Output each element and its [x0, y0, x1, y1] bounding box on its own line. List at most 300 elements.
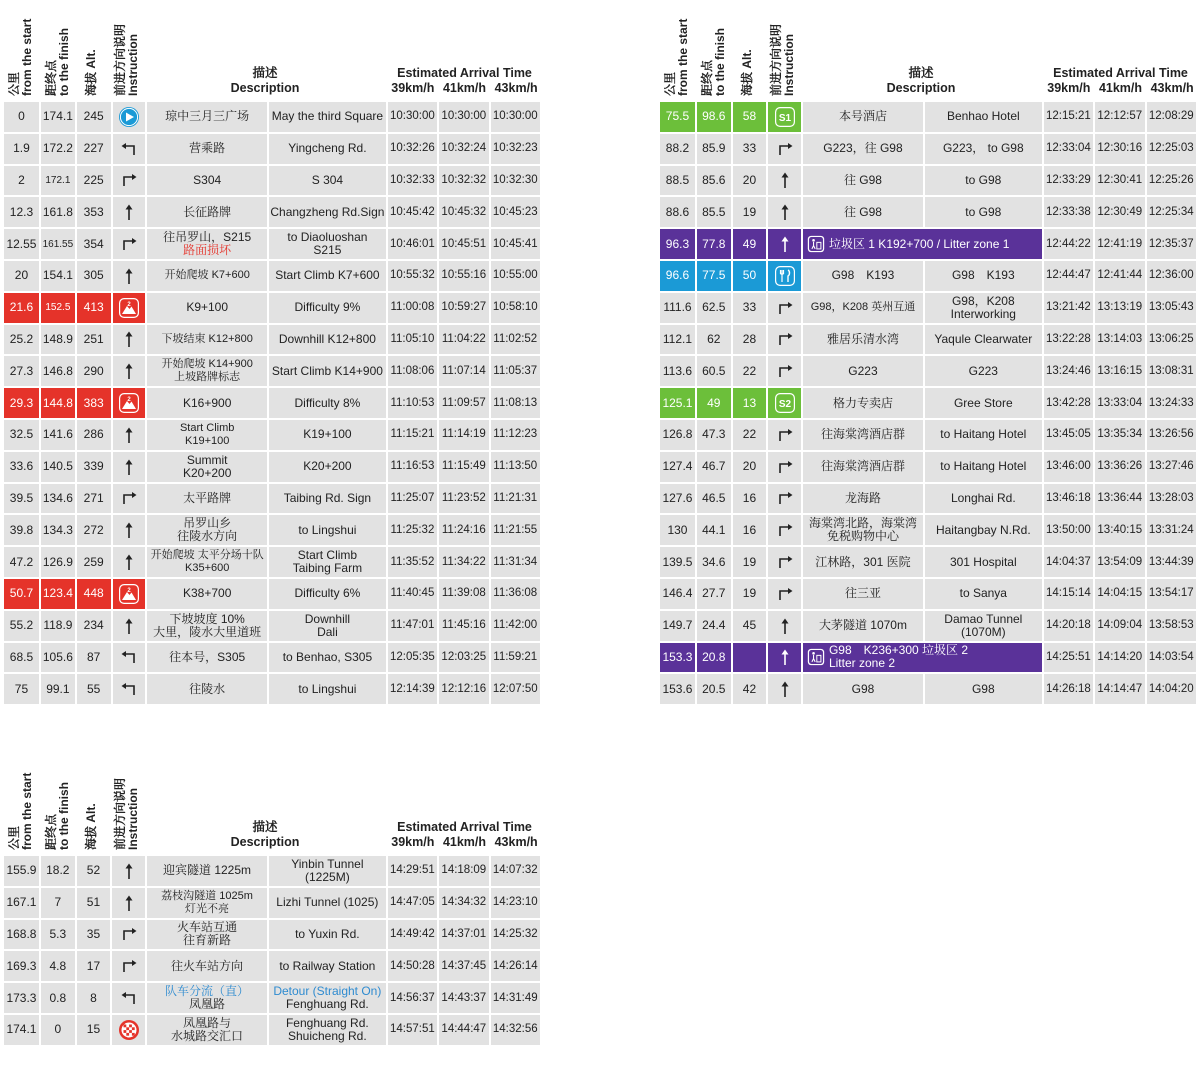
- svg-text:2: 2: [127, 587, 131, 594]
- eta-cell-39: 12:33:29: [1044, 166, 1093, 196]
- climb-icon: [118, 583, 140, 605]
- description-cn-cell: 往陵水: [147, 674, 267, 704]
- instruction-cell: [112, 856, 145, 886]
- description-cn-cell: 往三亚: [803, 579, 923, 609]
- altitude-cell: 234: [77, 611, 111, 641]
- altitude-cell: 272: [77, 515, 111, 545]
- litter-icon: [807, 235, 825, 253]
- description-en-cell: Difficulty 9%: [269, 293, 386, 323]
- eta-cell-43: 13:28:03: [1147, 484, 1197, 514]
- eta-cell-39: 13:42:28: [1044, 388, 1093, 418]
- table-row: [4, 102, 540, 132]
- description-cn-cell: 往 G98: [803, 166, 923, 196]
- table-row: [4, 197, 540, 227]
- description-en-cell: Downhill K12+800: [269, 325, 386, 355]
- instruction-cell: [768, 420, 801, 450]
- eta-cell-43: 11:36:08: [491, 579, 540, 609]
- instruction-cell: [112, 888, 145, 918]
- description-en-cell: Taibing Rd. Sign: [269, 484, 386, 514]
- altitude-cell: 339: [77, 452, 111, 482]
- description-cn-cell: 海棠湾北路，海棠湾 免税购物中心: [803, 515, 923, 545]
- description-en-cell: Difficulty 6%: [269, 579, 386, 609]
- table-row: [4, 356, 540, 386]
- description-en-cell: Yingcheng Rd.: [269, 134, 386, 164]
- finish-cell: 161.8: [41, 197, 75, 227]
- description-en-cell: Difficulty 8%: [269, 388, 386, 418]
- turn-right-icon: [118, 955, 140, 977]
- table-row: [660, 325, 1196, 355]
- description-en-cell: to Lingshui: [269, 515, 386, 545]
- description-en-cell: to Railway Station: [269, 951, 386, 981]
- route-table: [2, 854, 542, 1047]
- table-row: [4, 166, 540, 196]
- table-row: [660, 420, 1196, 450]
- description-cn-cell: 开始爬坡 太平分场十队 K35+600: [147, 547, 267, 577]
- eta-cell-41: 13:16:15: [1095, 356, 1144, 386]
- eta-cell-41: 11:39:08: [439, 579, 488, 609]
- eta-cell-43: 13:05:43: [1147, 293, 1197, 323]
- description-en-cell: Start Climb K14+900: [269, 356, 386, 386]
- altitude-cell: 271: [77, 484, 111, 514]
- eta-cell-43: 10:45:23: [491, 197, 540, 227]
- table-row: [660, 134, 1196, 164]
- eta-cell-43: 12:35:37: [1147, 229, 1197, 259]
- svg-text:S1: S1: [778, 112, 791, 124]
- altitude-cell: 87: [77, 643, 111, 673]
- finish-cell: 0: [41, 1015, 75, 1045]
- eta-cell-41: 14:09:04: [1095, 611, 1144, 641]
- climb-icon: [118, 297, 140, 319]
- turn-right-icon: [774, 487, 796, 509]
- eta-cell-39: 14:20:18: [1044, 611, 1093, 641]
- eta-cell-39: 11:08:06: [388, 356, 437, 386]
- description-en-cell: May the third Square: [269, 102, 386, 132]
- altitude-cell: 16: [733, 515, 767, 545]
- eta-cell-39: 14:15:14: [1044, 579, 1093, 609]
- speed-label: 39km/h: [391, 835, 435, 849]
- eta-cell-41: 12:12:16: [439, 674, 488, 704]
- eta-cell-43: 13:06:25: [1147, 325, 1197, 355]
- eta-cell-43: 11:02:52: [491, 325, 540, 355]
- description-cn-cell: G98，K208 英州互通: [803, 293, 923, 323]
- turn-right-icon: [118, 233, 140, 255]
- description-cn-cell: 凤凰路与 水城路交汇口: [147, 1015, 267, 1045]
- eta-cell-39: 11:25:07: [388, 484, 437, 514]
- straight-icon: [774, 201, 796, 223]
- eta-cell-41: 11:45:16: [439, 611, 488, 641]
- finish-cell: 174.1: [41, 102, 75, 132]
- eta-cell-43: 13:24:33: [1147, 388, 1197, 418]
- km-cell: 130: [660, 515, 695, 545]
- table-row: [4, 920, 540, 950]
- eta-cell-43: 14:03:54: [1147, 643, 1197, 673]
- eta-cell-41: 11:23:52: [439, 484, 488, 514]
- eta-cell-43: 12:25:26: [1147, 166, 1197, 196]
- litter-zone-cell: 垃圾区 1 K192+700 / Litter zone 1: [803, 229, 1042, 259]
- supply-s2-icon: [774, 392, 796, 414]
- altitude-cell: 22: [733, 356, 767, 386]
- straight-icon: [118, 328, 140, 350]
- eta-cell-39: 11:05:10: [388, 325, 437, 355]
- description-cn-cell: 大茅隧道 1070m: [803, 611, 923, 641]
- speed-label: 41km/h: [442, 81, 487, 95]
- km-cell: 153.6: [660, 674, 695, 704]
- finish-cell: 154.1: [41, 261, 75, 291]
- km-cell: 127.4: [660, 452, 695, 482]
- straight-icon: [774, 615, 796, 637]
- km-cell: 88.6: [660, 197, 695, 227]
- supply-s1-icon: [774, 106, 796, 128]
- instruction-cell: [768, 547, 801, 577]
- route-table-panel-2: [660, 4, 1198, 706]
- instruction-cell: [768, 134, 801, 164]
- eta-cell-39: 10:45:42: [388, 197, 437, 227]
- description-cn-cell: 龙海路: [803, 484, 923, 514]
- eta-cell-43: 12:36:00: [1147, 261, 1197, 291]
- instruction-cell: [768, 261, 801, 291]
- altitude-cell: 42: [733, 674, 767, 704]
- eta-cell-41: 10:45:51: [439, 229, 488, 259]
- altitude-cell: 49: [733, 229, 767, 259]
- eta-cell-39: 11:35:52: [388, 547, 437, 577]
- eta-cell-41: 13:13:19: [1095, 293, 1144, 323]
- altitude-cell: [733, 643, 767, 673]
- km-column-header: 公里 from the start: [7, 772, 34, 850]
- route-table: [658, 100, 1198, 706]
- straight-icon: [774, 678, 796, 700]
- km-cell: 32.5: [4, 420, 39, 450]
- km-cell: 39.5: [4, 484, 39, 514]
- eta-cell-39: 14:50:28: [388, 951, 437, 981]
- climb-icon: [118, 392, 140, 414]
- finish-cell: 20.8: [697, 643, 731, 673]
- finish-cell: 4.8: [41, 951, 75, 981]
- km-cell: 39.8: [4, 515, 39, 545]
- finish-cell: 0.8: [41, 983, 75, 1013]
- table-row: [4, 229, 540, 259]
- description-en-cell: to Yuxin Rd.: [269, 920, 386, 950]
- eta-cell-43: 13:27:46: [1147, 452, 1197, 482]
- description-en-cell: Benhao Hotel: [925, 102, 1042, 132]
- km-cell: 75.5: [660, 102, 695, 132]
- eta-cell-41: 12:41:19: [1095, 229, 1144, 259]
- km-cell: 0: [4, 102, 39, 132]
- km-cell: 96.3: [660, 229, 695, 259]
- finish-column-header: 距终点 to the finish: [44, 28, 71, 96]
- turn-left-icon: [118, 138, 140, 160]
- eta-cell-43: 13:54:17: [1147, 579, 1197, 609]
- altitude-cell: 13: [733, 388, 767, 418]
- description-en-cell: to Diaoluoshan S215: [269, 229, 386, 259]
- eta-cell-39: 14:04:37: [1044, 547, 1093, 577]
- description-cn-cell: 往吊罗山，S215 路面损坏: [147, 229, 267, 259]
- eta-cell-39: 12:15:21: [1044, 102, 1093, 132]
- instruction-cell: [768, 611, 801, 641]
- eta-cell-39: 11:25:32: [388, 515, 437, 545]
- km-cell: 1.9: [4, 134, 39, 164]
- straight-icon: [118, 519, 140, 541]
- table-row: [660, 293, 1196, 323]
- route-table-panel-3: [4, 758, 542, 1047]
- description-en-cell: Detour (Straight On) Fenghuang Rd.: [269, 983, 386, 1013]
- table-row: [660, 579, 1196, 609]
- speed-label: 41km/h: [442, 835, 487, 849]
- eta-cell-41: 10:55:16: [439, 261, 488, 291]
- straight-icon: [118, 424, 140, 446]
- table-row: [660, 484, 1196, 514]
- instruction-cell: [112, 1015, 145, 1045]
- instruction-cell: [113, 229, 146, 259]
- table-header: [660, 4, 1198, 100]
- altitude-cell: 20: [733, 452, 767, 482]
- table-row: [660, 102, 1196, 132]
- table-row: [660, 452, 1196, 482]
- eta-cell-41: 10:45:32: [439, 197, 488, 227]
- instruction-cell: [113, 515, 146, 545]
- turn-right-icon: [774, 456, 796, 478]
- description-cn-cell: K38+700: [147, 579, 267, 609]
- km-cell: 96.6: [660, 261, 695, 291]
- straight-icon: [118, 860, 140, 882]
- litter-zone-cell: G98 K236+300 垃圾区 2 Litter zone 2: [803, 643, 1042, 673]
- altitude-cell: 50: [733, 261, 767, 291]
- finish-cell: 77.5: [697, 261, 731, 291]
- finish-cell: 134.6: [41, 484, 75, 514]
- straight-icon: [774, 233, 796, 255]
- eta-cell-39: 12:33:04: [1044, 134, 1093, 164]
- km-cell: 126.8: [660, 420, 695, 450]
- description-en-cell: to Lingshui: [269, 674, 386, 704]
- finish-cell: 46.7: [697, 452, 731, 482]
- description-en-cell: to Haitang Hotel: [925, 452, 1042, 482]
- eta-cell-43: 12:07:50: [491, 674, 540, 704]
- eta-cell-39: 13:46:18: [1044, 484, 1093, 514]
- straight-icon: [118, 615, 140, 637]
- altitude-cell: 251: [77, 325, 111, 355]
- description-cn-cell: 格力专卖店: [803, 388, 923, 418]
- description-en-cell: S 304: [269, 166, 386, 196]
- table-row: [4, 674, 540, 704]
- description-cn-cell: G98 K193: [803, 261, 923, 291]
- eta-cell-41: 12:30:41: [1095, 166, 1144, 196]
- eta-cell-39: 14:49:42: [388, 920, 437, 950]
- km-cell: 155.9: [4, 856, 39, 886]
- turn-left-icon: [118, 987, 140, 1009]
- altitude-cell: 354: [77, 229, 111, 259]
- eta-cell-39: 14:26:18: [1044, 674, 1093, 704]
- eta-cell-41: 11:07:14: [439, 356, 488, 386]
- table-row: [660, 515, 1196, 545]
- table-row: [4, 325, 540, 355]
- altitude-cell: 58: [733, 102, 767, 132]
- eta-cell-41: 13:33:04: [1095, 388, 1144, 418]
- km-cell: 112.1: [660, 325, 695, 355]
- description-cn-cell: 往海棠湾酒店群: [803, 452, 923, 482]
- finish-cell: 85.9: [697, 134, 731, 164]
- description-en-cell: Lizhi Tunnel (1025): [269, 888, 386, 918]
- altitude-cell: 225: [77, 166, 111, 196]
- eta-cell-39: 13:46:00: [1044, 452, 1093, 482]
- km-cell: 27.3: [4, 356, 39, 386]
- altitude-cell: 28: [733, 325, 767, 355]
- eta-cell-41: 14:04:15: [1095, 579, 1144, 609]
- description-en-cell: Longhai Rd.: [925, 484, 1042, 514]
- description-en-cell: Start Climb K7+600: [269, 261, 386, 291]
- eta-cell-39: 11:40:45: [388, 579, 437, 609]
- turn-right-icon: [774, 583, 796, 605]
- description-en-cell: G98 K193: [925, 261, 1042, 291]
- description-en-cell: 301 Hospital: [925, 547, 1042, 577]
- instruction-cell: [768, 356, 801, 386]
- eta-column-header: Estimated Arrival Time 39km/h 41km/h 43km/h: [391, 820, 538, 849]
- eta-cell-39: 14:29:51: [388, 856, 437, 886]
- eta-cell-43: 12:25:03: [1147, 134, 1197, 164]
- finish-cell: 27.7: [697, 579, 731, 609]
- eta-cell-43: 11:21:55: [491, 515, 540, 545]
- description-en-cell: G223: [925, 356, 1042, 386]
- eta-cell-41: 12:12:57: [1095, 102, 1144, 132]
- table-row: [4, 643, 540, 673]
- km-cell: 55.2: [4, 611, 39, 641]
- description-cn-cell: 下坡结束 K12+800: [147, 325, 267, 355]
- svg-text:2: 2: [127, 301, 131, 308]
- description-cn-cell: 营乘路: [147, 134, 267, 164]
- description-cn-cell: 往火车站方向: [147, 951, 267, 981]
- table-row: [4, 888, 540, 918]
- km-cell: 68.5: [4, 643, 39, 673]
- description-cn-cell: 开始爬坡 K14+900 上坡路牌标志: [147, 356, 267, 386]
- altitude-cell: 33: [733, 134, 767, 164]
- instruction-cell: [113, 579, 146, 609]
- description-en-cell: Haitangbay N.Rd.: [925, 515, 1042, 545]
- finish-cell: 62.5: [697, 293, 731, 323]
- description-cn-cell: G223: [803, 356, 923, 386]
- eta-cell-39: 11:15:21: [388, 420, 437, 450]
- straight-icon: [118, 201, 140, 223]
- eta-cell-43: 14:31:49: [491, 983, 540, 1013]
- table-row: [660, 388, 1196, 418]
- finish-cell: 148.9: [41, 325, 75, 355]
- description-cn-cell: Start Climb K19+100: [147, 420, 267, 450]
- altitude-cell: 33: [733, 293, 767, 323]
- eta-cell-39: 10:55:32: [388, 261, 437, 291]
- table-header: [4, 4, 542, 100]
- table-row: [660, 229, 1196, 259]
- straight-icon: [118, 551, 140, 573]
- straight-icon: [118, 892, 140, 914]
- straight-icon: [118, 265, 140, 287]
- instruction-cell: [768, 674, 801, 704]
- km-cell: 127.6: [660, 484, 695, 514]
- food-icon: [774, 265, 796, 287]
- instruction-column-header: 前进方向说明 Instruction: [769, 23, 796, 96]
- finish-cell: 47.3: [697, 420, 731, 450]
- straight-icon: [774, 646, 796, 668]
- eta-column-header: Estimated Arrival Time 39km/h 41km/h 43km/h: [1047, 66, 1194, 95]
- km-cell: 173.3: [4, 983, 39, 1013]
- instruction-cell: [112, 951, 145, 981]
- speed-label: 43km/h: [494, 835, 538, 849]
- eta-cell-43: 11:13:50: [491, 452, 540, 482]
- description-en-cell: G98，K208 Interworking: [925, 293, 1042, 323]
- finish-cell: 49: [697, 388, 731, 418]
- km-cell: 12.55: [4, 229, 39, 259]
- eta-cell-41: 13:36:26: [1095, 452, 1144, 482]
- speed-label: 39km/h: [391, 81, 435, 95]
- altitude-cell: 55: [77, 674, 111, 704]
- description-cn-cell: 往本号，S305: [147, 643, 267, 673]
- svg-text:S2: S2: [778, 399, 791, 411]
- eta-cell-41: 14:14:47: [1095, 674, 1144, 704]
- altitude-cell: 20: [733, 166, 767, 196]
- instruction-cell: [113, 611, 146, 641]
- table-row: [4, 452, 540, 482]
- table-row: [4, 1015, 540, 1045]
- eta-cell-41: 12:03:25: [439, 643, 488, 673]
- description-cn-cell: 吊罗山乡 往陵水方向: [147, 515, 267, 545]
- eta-cell-43: 14:26:14: [491, 951, 540, 981]
- eta-cell-39: 11:00:08: [388, 293, 437, 323]
- finish-cell: 18.2: [41, 856, 75, 886]
- altitude-cell: 19: [733, 197, 767, 227]
- description-en-cell: to G98: [925, 197, 1042, 227]
- finish-cell: 98.6: [697, 102, 731, 132]
- km-cell: 12.3: [4, 197, 39, 227]
- instruction-cell: [113, 547, 146, 577]
- eta-cell-43: 13:31:24: [1147, 515, 1197, 545]
- table-row: [660, 611, 1196, 641]
- finish-cell: 172.2: [41, 134, 75, 164]
- description-cn-cell: 长征路牌: [147, 197, 267, 227]
- turn-right-icon: [774, 519, 796, 541]
- table-row: [4, 293, 540, 323]
- finish-cell: 44.1: [697, 515, 731, 545]
- table-row: [4, 261, 540, 291]
- description-cn-cell: 太平路牌: [147, 484, 267, 514]
- turn-right-icon: [774, 360, 796, 382]
- eta-cell-39: 10:32:33: [388, 166, 437, 196]
- turn-right-icon: [774, 328, 796, 350]
- altitude-cell: 52: [77, 856, 111, 886]
- table-row: [660, 547, 1196, 577]
- description-en-cell: Damao Tunnel (1070M): [925, 611, 1042, 641]
- eta-cell-39: 13:50:00: [1044, 515, 1093, 545]
- km-cell: 125.1: [660, 388, 695, 418]
- speed-label: 43km/h: [494, 81, 538, 95]
- eta-cell-41: 12:30:16: [1095, 134, 1144, 164]
- instruction-cell: [768, 388, 801, 418]
- km-cell: 20: [4, 261, 39, 291]
- turn-left-icon: [118, 646, 140, 668]
- description-en-cell: to Benhao, S305: [269, 643, 386, 673]
- eta-cell-41: 11:34:22: [439, 547, 488, 577]
- km-cell: 21.6: [4, 293, 39, 323]
- km-cell: 174.1: [4, 1015, 39, 1045]
- finish-cell: 140.5: [41, 452, 75, 482]
- eta-cell-41: 10:30:00: [439, 102, 488, 132]
- eta-cell-39: 12:44:22: [1044, 229, 1093, 259]
- description-en-cell: G223， to G98: [925, 134, 1042, 164]
- eta-cell-39: 13:24:46: [1044, 356, 1093, 386]
- description-cn-cell: 雅居乐清水湾: [803, 325, 923, 355]
- km-cell: 149.7: [660, 611, 695, 641]
- eta-cell-43: 11:21:31: [491, 484, 540, 514]
- km-cell: 153.3: [660, 643, 695, 673]
- finish-cell: 34.6: [697, 547, 731, 577]
- description-cn-cell: 下坡坡度 10% 大里，陵水大里道班: [147, 611, 267, 641]
- altitude-cell: 353: [77, 197, 111, 227]
- instruction-cell: [768, 579, 801, 609]
